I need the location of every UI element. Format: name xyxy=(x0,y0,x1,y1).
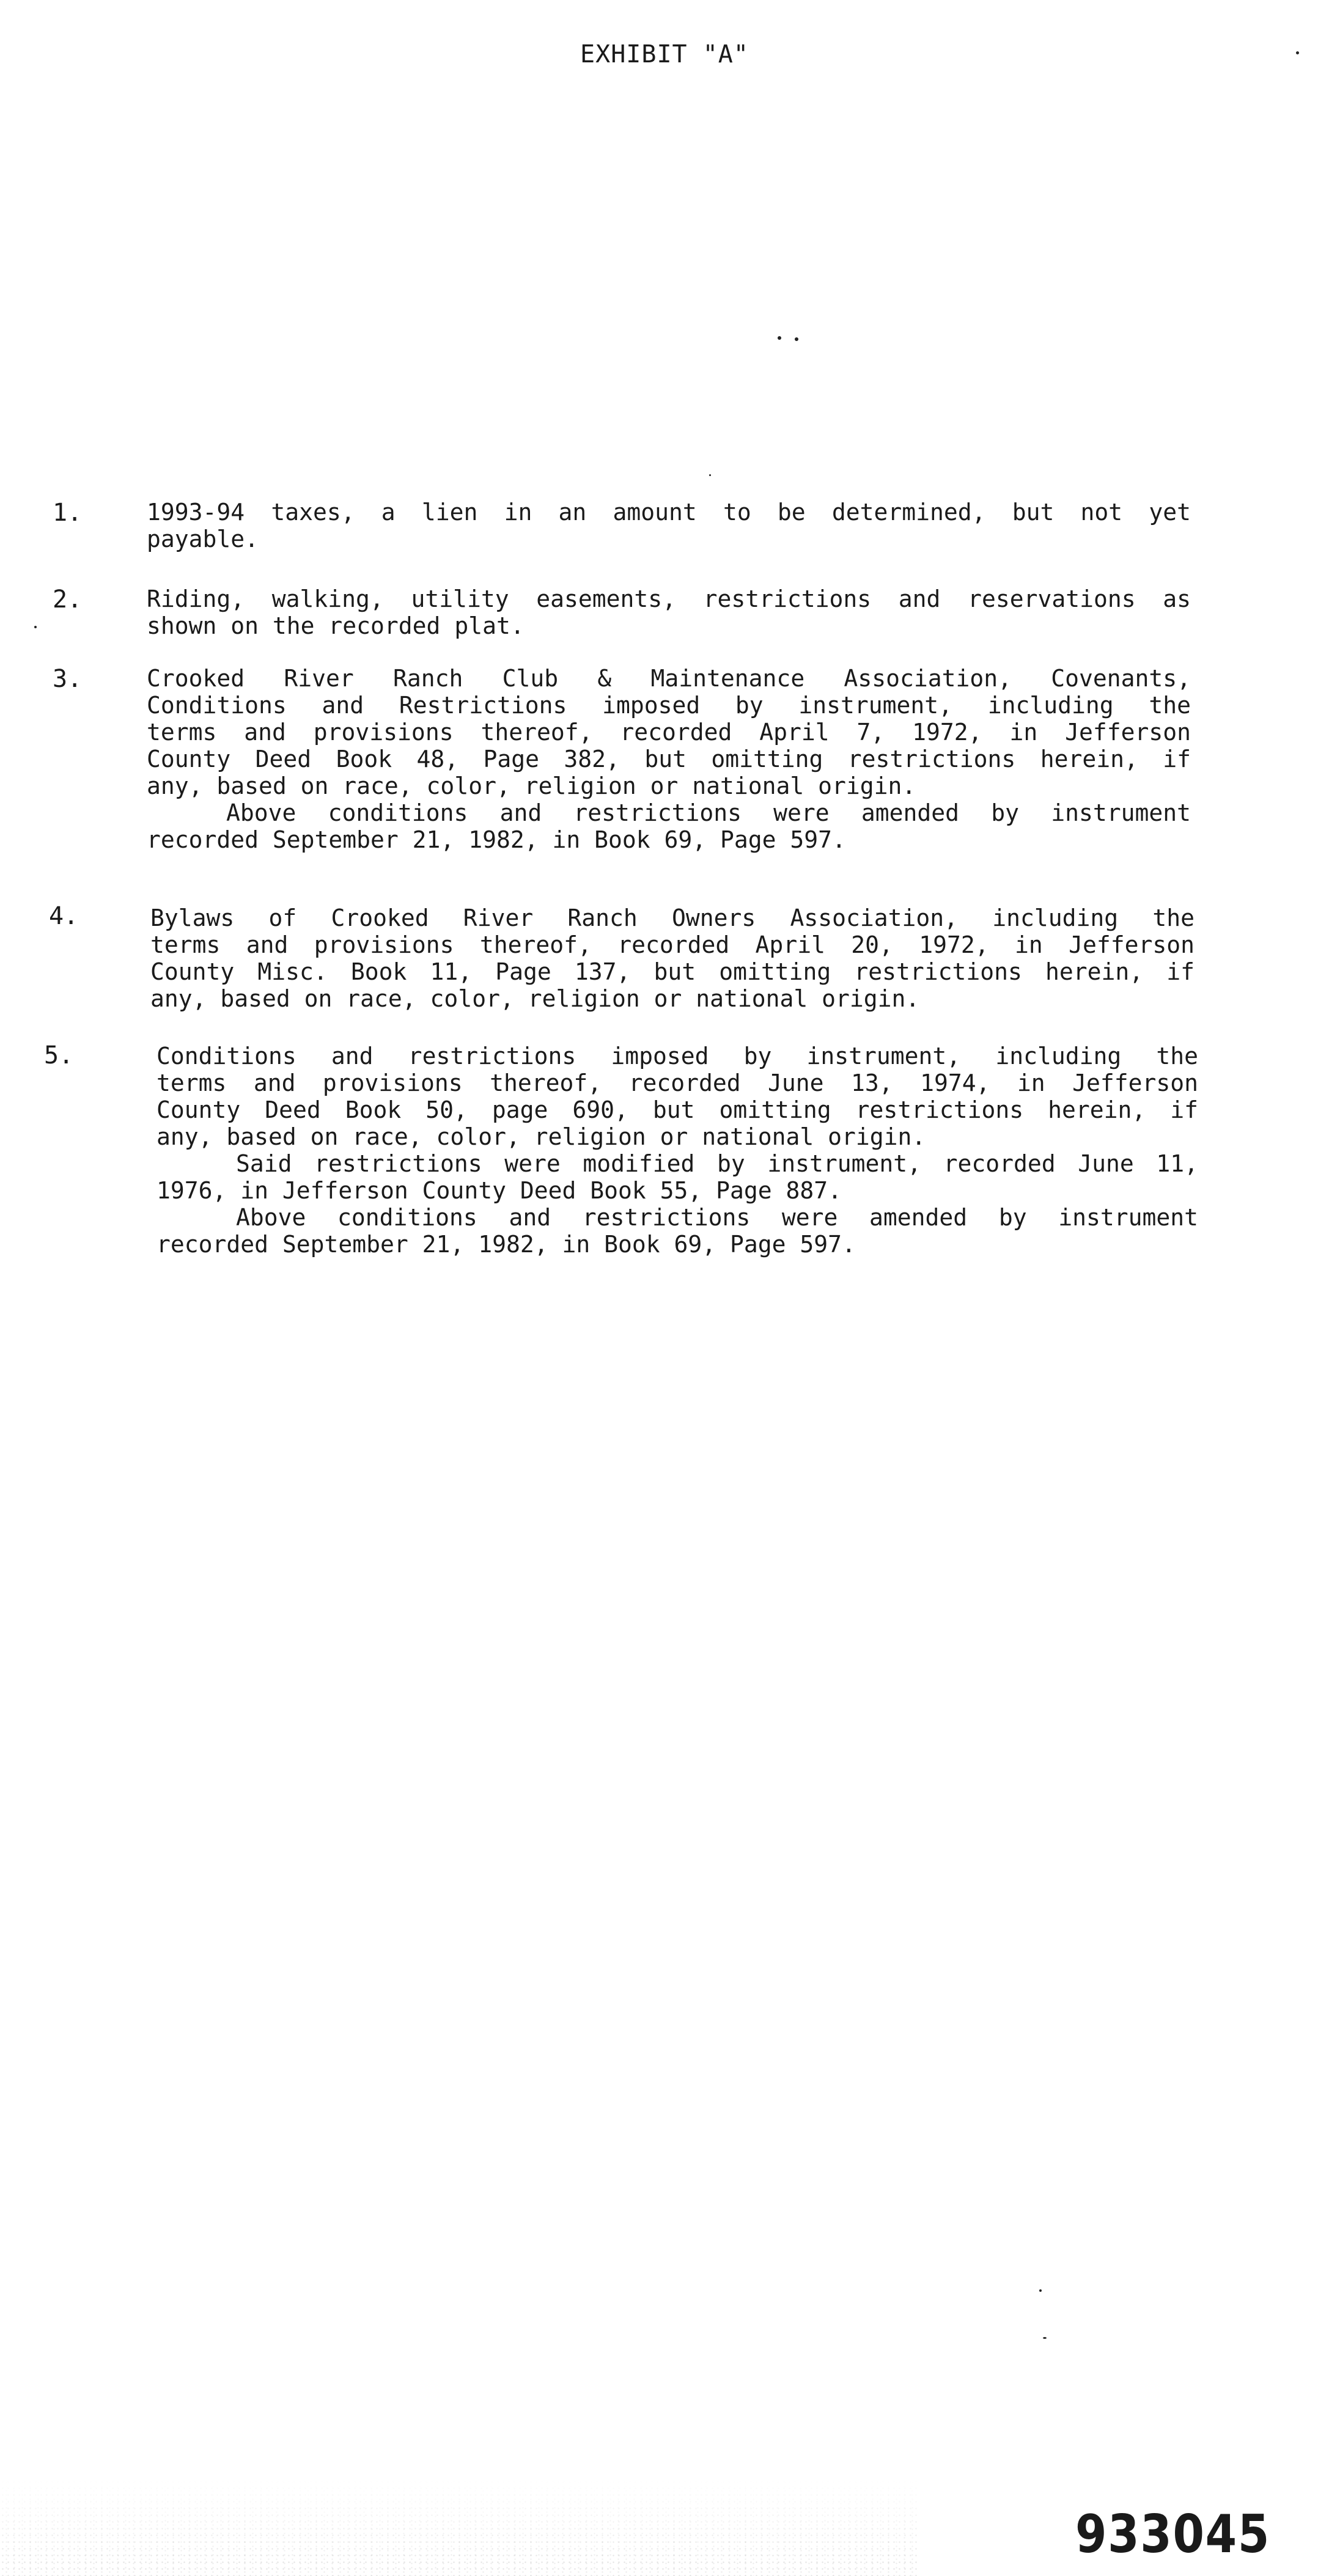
text-line: any, based on race, color, religion or national origin. xyxy=(150,985,920,1012)
text-line: shown on the recorded plat. xyxy=(147,612,525,639)
text-line: 1993-94 taxes, a lien in an amount to be determined, but not yet xyxy=(147,499,1191,526)
text-line: payable. xyxy=(147,526,259,552)
scan-speck xyxy=(778,336,781,340)
scan-noise-band xyxy=(0,2478,917,2576)
text-line: any, based on race, color, religion or national origin. xyxy=(156,1123,926,1150)
text-line: Riding, walking, utility easements, restrictions and reservations as xyxy=(147,585,1191,612)
text-line: terms and provisions thereof, recorded April 20, 1972, in Jefferson xyxy=(150,931,1195,958)
scan-speck xyxy=(1039,2289,1042,2292)
item-number: 3. xyxy=(53,665,83,693)
text-line: County Deed Book 50, page 690, but omitting restrictions herein, if xyxy=(156,1096,1198,1123)
item-number: 1. xyxy=(53,499,83,527)
item-number: 5. xyxy=(44,1041,74,1070)
item-text xyxy=(156,1043,1198,1258)
item-text xyxy=(147,585,1191,639)
text-line: terms and provisions thereof, recorded June 13, 1974, in Jefferson xyxy=(156,1070,1198,1096)
scan-speck xyxy=(795,337,798,341)
document-number: 933045 xyxy=(1075,2504,1270,2565)
item-text xyxy=(147,499,1191,552)
text-line: County Deed Book 48, Page 382, but omitting restrictions herein, if xyxy=(147,746,1191,772)
scan-speck xyxy=(1043,2337,1047,2339)
text-line: 1976, in Jefferson County Deed Book 55, Page 887. xyxy=(156,1177,842,1204)
text-line: recorded September 21, 1982, in Book 69, Page 597. xyxy=(156,1231,856,1258)
item-number: 4. xyxy=(49,902,79,930)
text-line: County Misc. Book 11, Page 137, but omitting restrictions herein, if xyxy=(150,958,1195,985)
text-line: Above conditions and restrictions were amended by instrument xyxy=(226,799,1191,826)
text-line: Crooked River Ranch Club & Maintenance Association, Covenants, xyxy=(147,665,1191,692)
text-line: Bylaws of Crooked River Ranch Owners Association, including the xyxy=(150,905,1195,931)
exhibit-title: EXHIBIT "A" xyxy=(580,40,749,68)
text-line: terms and provisions thereof, recorded April 7, 1972, in Jefferson xyxy=(147,719,1191,746)
item-number: 2. xyxy=(53,585,83,614)
scan-speck xyxy=(34,626,37,628)
text-line: recorded September 21, 1982, in Book 69, Page 597. xyxy=(147,826,846,853)
scan-speck xyxy=(709,474,711,476)
scan-speck xyxy=(1296,51,1299,54)
text-line: any, based on race, color, religion or national origin. xyxy=(147,772,916,799)
text-line: Conditions and restrictions imposed by instrument, including the xyxy=(156,1043,1198,1070)
item-text xyxy=(147,665,1191,853)
text-line: Said restrictions were modified by instrument, recorded June 11, xyxy=(236,1150,1198,1177)
item-text xyxy=(150,905,1195,1012)
text-line: Above conditions and restrictions were amended by instrument xyxy=(236,1204,1198,1231)
text-line: Conditions and Restrictions imposed by instrument, including the xyxy=(147,692,1191,719)
